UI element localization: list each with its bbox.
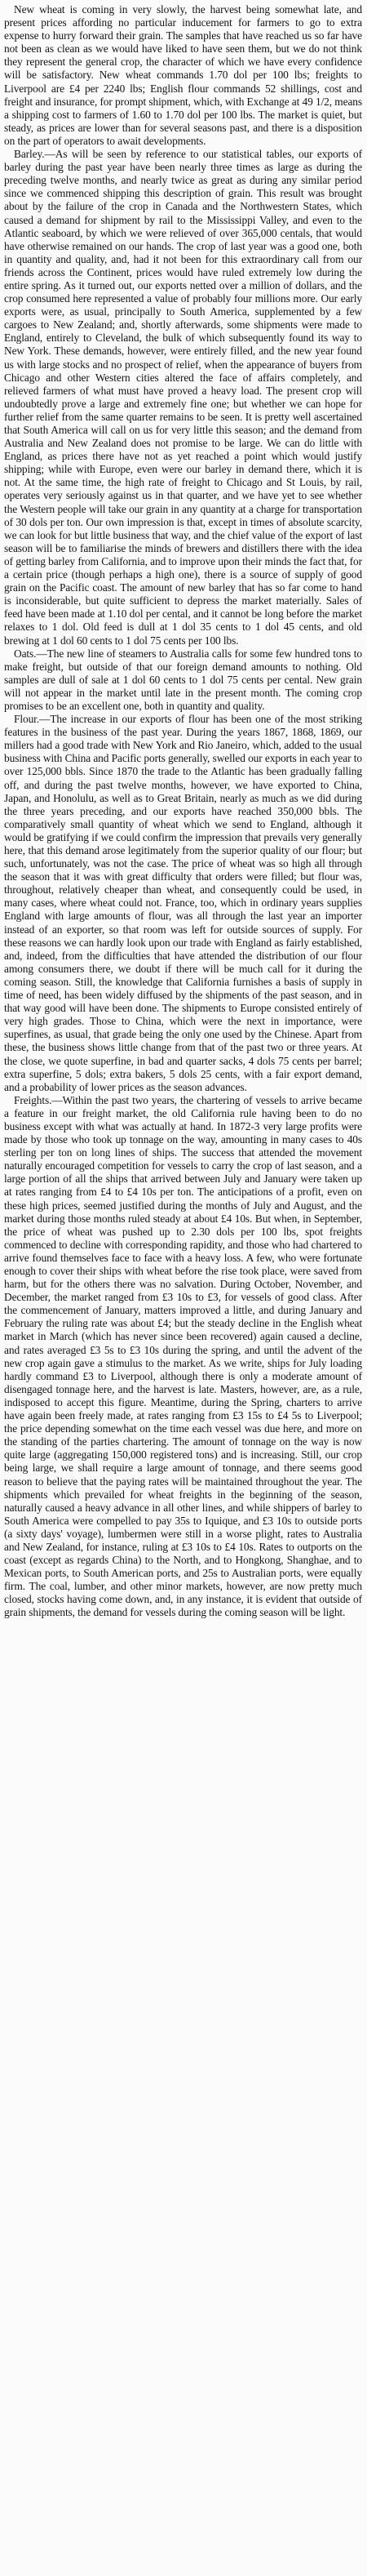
paragraph-oats: Oats.—The new line of steamers to Australia calls for some few hundred tons to make freight, but outside of that our foreign demand amounts to nothing. Old samples are dull of sale at 1 dol 60 cents to 1 dol 75 cents per cental. New grain will not appear in the market until late in the present month. The coming crop promises to be an excellent one, both in quantity and quality. <box>4 647 362 712</box>
paragraph-new-wheat: New wheat is coming in very slowly, the harvest being somewhat late, and present prices affording no particular inducement for farmers to go to extra expense to hurry forward their grain. The samples that have reached us so far have not been as clean as we would have liked to have seen them, but we do not think they represent the general crop, the character of which we have every confidence will be satisfactory. New wheat commands 1.70 dol per 100 lbs; freights to Liverpool are £4 per 2240 lbs; English flour commands 52 shillings, cost and freight and insurance, for prompt shipment, which, with Exchange at 49 1/2, means a shipping cost to farmers of 1.60 to 1.70 dol per 100 lbs. The market is quiet, but steady, as prices are lower than for several seasons past, and there is a disposition on the part of operators to await developments. <box>4 3 362 147</box>
paragraph-freights: Freights.—Within the past two years, the chartering of vessels to arrive became a feature in our freight market, the old California rule having been to do no business except with what was actually at hand. In 1872-3 very large profits were made by those who took up tonnage on the way, amounting in many cases to 40s sterling per ton on long lines of ships. The success that attended the movement naturally encouraged competition for vessels to carry the crop of last season, and a large portion of all the ships that arrived between July and January were taken up at rates ranging from £4 to £4 10s per ton. The anticipations of a profit, even on these high prices, seemed justified during the months of July and August, and the market during those months ruled steady at about £4 10s. But when, in September, the price of wheat was pushed up to 2.30 dols per 100 lbs, spot freights commenced to decline with corresponding rapidity, and those who had chartered to arrive found themselves face to face with a heavy loss. A few, who were fortunate enough to cover their ships with wheat before the rise took place, were saved from harm, but for the others there was no salvation. During October, November, and December, the market ranged from £3 10s to £3, for vessels of good class. After the commencement of January, matters improved a little, and during January and February the ruling rate was about £4; but the steady decline in the English wheat market in March (which has never since been recovered) again caused a decline, and rates averaged £3 5s to £3 10s during the spring, and until the advent of the new crop again gave a stimulus to the market. As we write, ships for July loading hardly command £3 to Liverpool, although there is only a moderate amount of disengaged tonnage here, and the harvest is late. Masters, however, are, as a rule, indisposed to accept this figure. Meantime, during the Spring, charters to arrive have again been freely made, at rates ranging from £3 15s to £4 5s to Liverpool; the price depending somewhat on the time each vessel was due here, and more on the standing of the parties chartering. The amount of tonnage on the way is now quite large (aggregating 150,000 registered tons) and is increasing. Still, our crop being large, we shall require a large amount of tonnage, and there seems good reason to believe that the paying rates will be maintained throughout the year. The shipments which prevailed for wheat freights in the beginning of the season, naturally caused a heavy advance in all other lines, and while shippers of barley to South America were compelled to pay 35s to Iquique, and £3 10s to outside ports (a sixty days' voyage), lumbermen were still in a worse plight, rates to Australia and New Zealand, for instance, ruling at £3 10s to £4 10s. Rates to outports on the coast (except as regards China) to the North, and to Hongkong, Shanghae, and to Mexican ports, to South American ports, and 25s to Australian ports, were equally firm. The coal, lumber, and other minor markets, however, are now pretty much closed, stocks having come down, and, in any instance, it is evident that outside of grain shipments, the demand for vessels during the coming season will be light. <box>4 1093 362 1619</box>
paragraph-flour: Flour.—The increase in our exports of flour has been one of the most striking features in the business of the past year. During the years 1867, 1868, 1869, our millers had a good trade with New York and Rio Janeiro, which, added to the usual business with China and Pacific ports generally, swelled our exports in each year to over 125,000 bbls. Since 1870 the trade to the Atlantic has been gradually falling off, and during the past twelve months, however, we have exported to China, Japan, and Honolulu, as well as to Great Britain, nearly as much as we did during the three years preceding, and our exports have reached 350,000 bbls. The comparatively small quantity of wheat which we send to England, although it would be gratifying if we could confirm the impression that prevails very generally here, that this demand arose legitimately from the superior quality of our flour; but such, unfortunately, was not the case. The price of wheat was so high all through the season that it was with great difficulty that orders were filled; but flour was, throughout, relatively cheaper than wheat, and consequently could be used, in many cases, where wheat could not. France, too, which in ordinary years supplies England with large amounts of flour, was all through the last year an importer instead of an exporter, so that room was left for outside sources of supply. For these reasons we can hardly look upon our trade with England as fairly established, and, indeed, from the difficulties that have attended the distribution of our flour among consumers there, we doubt if there will be much call for it during the coming season. Still, the knowledge that California furnishes a basis of supply in time of need, has been widely diffused by the shipments of the past season, and in that way good will have been done. The shipments to Europe consisted entirely of very high grades. Those to China, which were the next in importance, were superfines, as usual, that grade being the only one used by the Chinese. Apart from these, the business shows little change from that of the past two or three years. At the close, we quote superfine, in bad and quarter sacks, 4 dols 75 cents per barrel; extra superfine, 5 dols; extra bakers, 5 dols 25 cents, with a fair export demand, and a probability of lower prices as the season advances. <box>4 713 362 1093</box>
paragraph-barley: Barley.—As will be seen by reference to our statistical tables, our exports of barley during the past year have been nearly three times as large as during the preceding twelve months, and nearly twice as great as during any similar period since we commenced shipping this description of grain. This result was brought about by the failure of the crop in Canada and the Northwestern States, which caused a demand for shipment by rail to the Mississippi Valley, and even to the Atlantic seaboard, by which we were relieved of over 365,000 centals, that would have otherwise remained on our hands. The crop of last year was a good one, both in quantity and quality, and, had it not been for this extraordinary call from our friends across the Continent, prices would have ruled extremely low during the entire spring. As it turned out, our exports netted over a million of dollars, and the crop consumed here represented a value of probably four millions more. Our early exports were, as usual, principally to South America, supplemented by a few cargoes to New Zealand; and, shortly afterwards, some shipments were made to England, entirely to Cleveland, the bulk of which subsequently found its way to New York. These demands, however, were entirely filled, and the new year found us with large stocks and no prospect of relief, when the appearance of buyers from Chicago and other Western cities altered the face of affairs completely, and relieved farmers of what must have proved a heavy load. The present crop will undoubtedly prove a large and extremely fine one; but whether we can hope for further relief from the same quarter remains to be seen. It is pretty well ascertained that South America will call on us for very little this season; and the demand from Australia and New Zealand does not promise to be large. We can do little with England, as prices there have not as yet reached a point which would justify shipping; while with Europe, even were our barley in demand there, which it is not. At the same time, the high rate of freight to Chicago and St Louis, by rail, operates very seriously against us in that quarter, and we have yet to see whether the Western people will take our grain in any quantity at a charge for transportation of 30 dols per ton. Our own impression is that, except in times of absolute scarcity, we can look for but little business that way, and the chief value of the export of last season will be to familiarise the minds of brewers and distillers there with the idea of getting barley from California, and to improve upon their minds the fact that, for a certain price (though perhaps a high one), there is a source of supply of good grain on the Pacific coast. The amount of new barley that has so far come to hand is inconsiderable, but quite sufficient to depress the market materially. Sales of feed have been made at 1.10 dol per cental, and it cannot be long before the market relaxes to 1 dol. Old feed is dull at 1 dol 35 cents to 1 dol 45 cents, and old brewing at 1 dol 60 cents to 1 dol 75 cents per 100 lbs. <box>4 148 362 647</box>
